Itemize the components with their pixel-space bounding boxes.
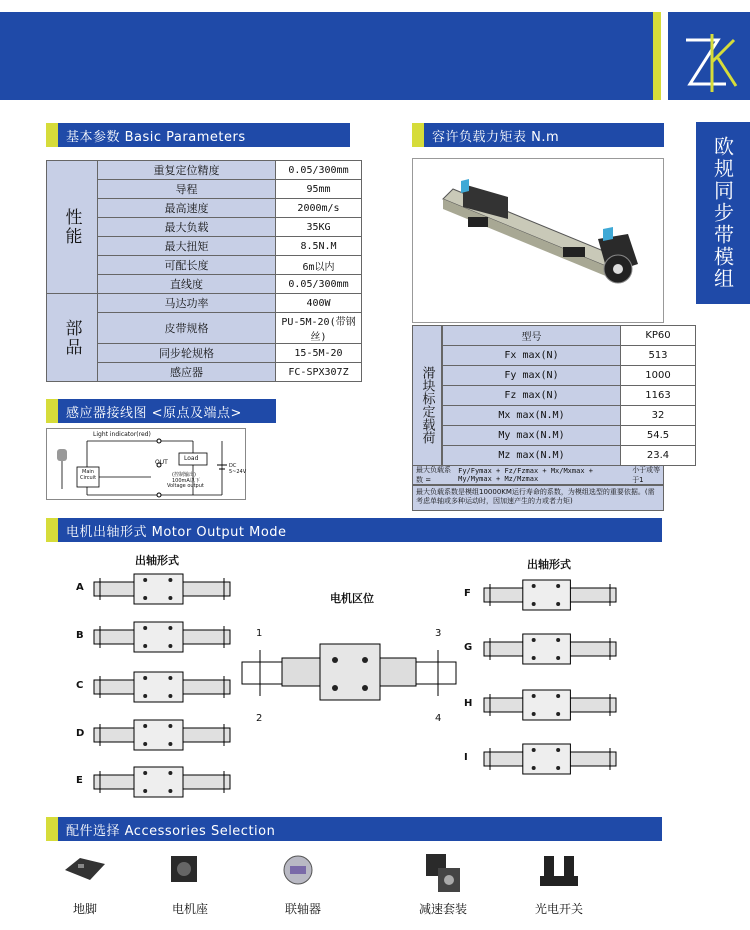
load-label: Mz max(N.M): [443, 446, 621, 466]
mount-letter: F: [464, 588, 471, 599]
load-label: Fy max(N): [443, 366, 621, 386]
group-performance: 性能: [47, 161, 98, 294]
mount-diagram: [482, 688, 618, 726]
load-note: 最大负载系数是模组10000KM运行寿命的系数，为模组选型的重要依据。(需考虑单轴或多种运动时，因加速产生的力或者力矩): [412, 485, 664, 511]
load-label: Fz max(N): [443, 386, 621, 406]
param-label: 皮带规格: [98, 313, 276, 344]
mount-diagram: [92, 670, 232, 708]
formula-text: Fy/Fymax + Fz/Fzmax + Mx/Mxmax + My/Mymax + Mz/Mzmax: [458, 467, 593, 483]
load-value: 513: [621, 346, 696, 366]
center-module-icon: [240, 640, 458, 704]
mount-letter: A: [76, 582, 84, 593]
load-header-row: [443, 326, 696, 346]
param-row: [47, 161, 362, 180]
formula-label: 最大负载系数 =: [416, 466, 451, 484]
light-indicator-label: Light indicator(red): [93, 431, 151, 438]
load-table: [442, 325, 696, 466]
mount-letter: E: [76, 775, 83, 786]
load-label: Load: [184, 455, 199, 462]
position-2: 2: [256, 713, 263, 724]
param-value: 0.05/300mm: [276, 275, 362, 294]
param-value: 8.5N.M: [276, 237, 362, 256]
mount-letter: B: [76, 630, 84, 641]
mount-diagram: [92, 620, 232, 658]
mount-diagram: [92, 765, 232, 803]
param-row: [47, 294, 362, 313]
mount-diagram: [482, 578, 618, 616]
photo-switch-icon: [534, 850, 584, 898]
group-parts: 部品: [47, 294, 98, 382]
load-value: 32: [621, 406, 696, 426]
foot-bracket-icon: [60, 850, 110, 890]
zk-logo-icon: [668, 12, 750, 100]
center-module: [240, 640, 458, 704]
accessory-label: 地脚: [72, 902, 97, 916]
param-label: 最高速度: [98, 199, 276, 218]
param-label: 重复定位精度: [98, 161, 276, 180]
section-accessories: [46, 817, 662, 841]
param-value: 6m以内: [276, 256, 362, 275]
sensor-diagram: [46, 428, 246, 500]
section-basic-params: [46, 123, 350, 147]
side-title: 欧规同步带模组: [696, 122, 750, 304]
mount-letter: G: [464, 642, 473, 653]
main-circuit-label: Main Circuit: [79, 469, 97, 481]
coupling-icon: [278, 850, 318, 894]
param-label: 可配长度: [98, 256, 276, 275]
brand-logo: [668, 12, 750, 100]
load-value: 1000: [621, 366, 696, 386]
load-value: 54.5: [621, 426, 696, 446]
mount-diagram: [92, 718, 232, 756]
section-title: 电机出轴形式 Motor Output Mode: [66, 524, 287, 540]
section-title: 感应器接线图 <原点及端点>: [66, 405, 242, 421]
product-image: [412, 158, 664, 323]
model-header: 型号: [443, 326, 621, 346]
current-label: 100mA以下: [172, 478, 200, 484]
param-value: PU-5M-20(带钢丝): [276, 313, 362, 344]
mount-letter: C: [76, 680, 84, 691]
mount-diagram: [92, 572, 232, 610]
position-4: 4: [435, 713, 442, 724]
param-value: 2000m/s: [276, 199, 362, 218]
out-label: OUT: [155, 459, 168, 466]
section-title: 配件选择 Accessories Selection: [66, 823, 276, 839]
load-row: [443, 446, 696, 466]
dc-label: DC 5~24V: [229, 463, 247, 475]
param-value: 400W: [276, 294, 362, 313]
param-value: 15-5M-20: [276, 344, 362, 363]
load-formula: [412, 465, 664, 485]
param-value: 35KG: [276, 218, 362, 237]
param-value: 0.05/300mm: [276, 161, 362, 180]
params-table: [46, 160, 362, 382]
param-label: 最大负载: [98, 218, 276, 237]
param-label: 直线度: [98, 275, 276, 294]
param-label: 导程: [98, 180, 276, 199]
mount-letter: I: [464, 752, 468, 763]
mount-diagram: [482, 632, 618, 670]
section-title: 基本参数 Basic Parameters: [66, 129, 246, 145]
reducer-kit-icon: [418, 850, 468, 898]
load-row: [443, 386, 696, 406]
section-title: 容许负载力矩表 N.m: [432, 129, 560, 145]
mount-letter: D: [76, 728, 85, 739]
load-row: [443, 406, 696, 426]
header-band: [0, 12, 653, 100]
voltage-output-label: Voltage output: [167, 483, 204, 489]
position-1: 1: [256, 628, 263, 639]
load-label: Fx max(N): [443, 346, 621, 366]
section-load: [412, 123, 664, 147]
section-motor: [46, 518, 662, 542]
load-side-label: 滑块标定载荷: [412, 325, 442, 485]
load-label: My max(N.M): [443, 426, 621, 446]
left-mode-title: 出轴形式: [135, 554, 179, 567]
wiring-diagram-icon: [47, 429, 247, 501]
header-accent: [653, 12, 661, 100]
param-label: 马达功率: [98, 294, 276, 313]
mount-diagram: [482, 742, 618, 780]
load-value: 23.4: [621, 446, 696, 466]
load-value: 1163: [621, 386, 696, 406]
position-3: 3: [435, 628, 442, 639]
accessory-label: 光电开关: [534, 902, 583, 916]
section-sensor: [46, 399, 276, 423]
load-label: Mx max(N.M): [443, 406, 621, 426]
motor-seat-icon: [165, 850, 205, 894]
param-label: 感应器: [98, 363, 276, 382]
param-value: 95mm: [276, 180, 362, 199]
mount-letter: H: [464, 698, 473, 709]
load-row: [443, 346, 696, 366]
right-mode-title: 出轴形式: [527, 558, 571, 571]
formula-tail: 小于或等于1: [632, 466, 661, 484]
load-row: [443, 366, 696, 386]
param-label: 最大扭矩: [98, 237, 276, 256]
model-value: KP60: [621, 326, 696, 346]
load-row: [443, 426, 696, 446]
center-mode-title: 电机区位: [330, 592, 374, 605]
accessory-label: 联轴器: [284, 902, 321, 916]
accessory-label: 电机座: [171, 902, 208, 916]
accessory-label: 减速套装: [418, 902, 467, 916]
ctrl-label: (控制输出): [172, 472, 196, 478]
linear-module-icon: [413, 159, 665, 324]
param-value: FC-SPX307Z: [276, 363, 362, 382]
param-label: 同步轮规格: [98, 344, 276, 363]
